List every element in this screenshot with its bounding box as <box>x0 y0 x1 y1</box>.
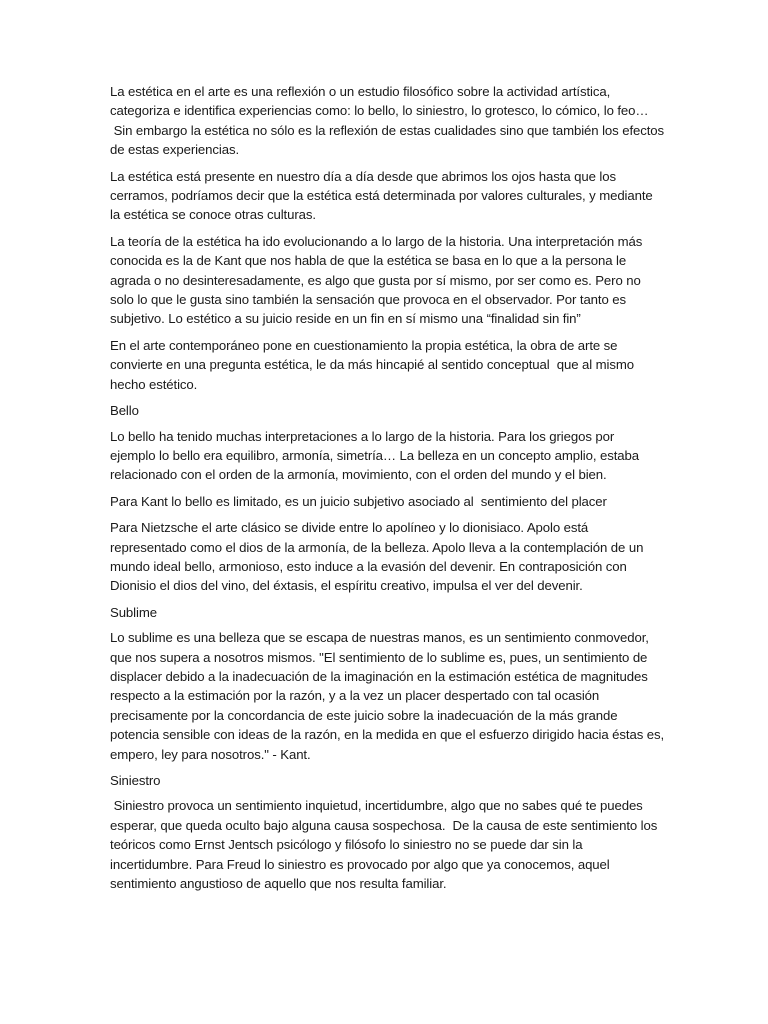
section-heading-bello <box>110 401 662 420</box>
text-line: teóricos como Ernst Jentsch psicólogo y filósofo lo siniestro no se puede dar sin la <box>110 837 583 853</box>
paragraph-contemporary <box>110 336 662 394</box>
text-line: que nos supera a nosotros mismos. "El sentimiento de lo sublime es, pues, un sentimiento de <box>110 649 648 665</box>
paragraph-bello-greeks <box>110 427 662 485</box>
paragraph-bello-nietzsche <box>110 518 662 596</box>
text-line: La estética está presente en nuestro día a día desde que abrimos los ojos hasta que los <box>110 168 616 184</box>
text-line: incertidumbre. Para Freud lo siniestro es provocado por algo que ya conocemos, aquel <box>110 856 610 872</box>
paragraph-theory <box>110 232 662 329</box>
text-line: Siniestro provoca un sentimiento inquietud, incertidumbre, algo que no sabes qué te puedes <box>110 798 643 814</box>
text-line: convierte en una pregunta estética, le da más hincapié al sentido conceptual que al mismo <box>110 357 634 373</box>
text-line: ejemplo lo bello era equilibro, armonía, simetría… La belleza en un concepto amplio, estaba <box>110 447 639 463</box>
paragraph-siniestro <box>110 796 662 893</box>
text-line: Para Kant lo bello es limitado, es un juicio subjetivo asociado al sentimiento del placer <box>110 493 607 509</box>
paragraph-presence <box>110 167 662 225</box>
text-line: esperar, que queda oculto bajo alguna causa sospechosa. De la causa de este sentimiento los <box>110 817 658 833</box>
paragraph-sublime <box>110 628 665 764</box>
heading-text: Sublime <box>110 604 157 620</box>
paragraph-intro <box>110 82 665 160</box>
text-line: La estética en el arte es una reflexión o un estudio filosófico sobre la actividad artística, <box>110 84 611 99</box>
text-line: Para Nietzsche el arte clásico se divide entre lo apolíneo y lo dionisiaco. Apolo está <box>110 520 589 536</box>
text-line: Lo bello ha tenido muchas interpretaciones a lo largo de la historia. Para los griegos por <box>110 428 615 444</box>
text-line: Lo sublime es una belleza que se escapa de nuestras manos, es un sentimiento conmovedor, <box>110 630 649 646</box>
text-line: la estética se conoce otras culturas. <box>110 207 316 223</box>
text-line: de estas experiencias. <box>110 142 240 158</box>
text-line: representado como el dios de la armonía, de la belleza. Apolo lleva a la contemplación de un <box>110 539 644 555</box>
text-line: subjetivo. Lo estético a su juicio reside en un fin en sí mismo una “finalidad sin fin” <box>110 311 581 327</box>
text-line: mundo ideal bello, armonioso, esto induce a la evasión del devenir. En contraposición con <box>110 558 627 574</box>
text-line: sentimiento angustioso de aquello que nos resulta familiar. <box>110 876 447 892</box>
text-line: potencia sensible con ideas de la razón, en la medida en que el esfuerzo dirigido hacia éstas es, <box>110 727 665 743</box>
text-line: Dionisio el dios del vino, del éxtasis, el espíritu creativo, impulsa el ver del devenir. <box>110 578 583 594</box>
text-line: La teoría de la estética ha ido evolucionando a lo largo de la historia. Una interpretación más <box>110 233 643 249</box>
text-line: displacer debido a la inadecuación de la imaginación en la estimación estética de magnitudes <box>110 668 648 684</box>
text-line: agrada o no desinteresadamente, es algo que gusta por sí mismo, por ser como es. Pero no <box>110 272 641 288</box>
text-line: cerramos, podríamos decir que la estética está determinada por valores culturales, y mediante <box>110 188 653 204</box>
text-line: Sin embargo la estética no sólo es la reflexión de estas cualidades sino que también los efectos <box>110 122 665 138</box>
text-line: conocida es la de Kant que nos habla de que la estética se basa en lo que a la persona le <box>110 253 627 269</box>
text-line: En el arte contemporáneo pone en cuestionamiento la propia estética, la obra de arte se <box>110 337 618 353</box>
text-line: hecho estético. <box>110 376 198 392</box>
text-line: solo lo que le gusta sino también la sensación que provoca en el observador. Por tanto es <box>110 292 627 308</box>
text-line: categoriza e identifica experiencias como: lo bello, lo siniestro, lo grotesco, lo cómico, lo feo… <box>110 103 649 119</box>
text-line: empero, ley para nosotros." - Kant. <box>110 746 311 762</box>
heading-text: Siniestro <box>110 773 161 788</box>
section-heading-sublime <box>110 603 662 622</box>
document-body <box>110 82 665 900</box>
text-line: respecto a la estimación por la razón, y a la vez un placer despertado con tal ocasión <box>110 688 600 704</box>
text-line: relacionado con el orden de la armonía, movimiento, con el orden del mundo y el bien. <box>110 467 607 483</box>
section-heading-siniestro <box>110 771 662 790</box>
heading-text: Bello <box>110 403 139 419</box>
paragraph-bello-kant <box>110 492 662 511</box>
text-line: precisamente por la concordancia de este juicio sobre la inadecuación de la más grande <box>110 707 618 723</box>
